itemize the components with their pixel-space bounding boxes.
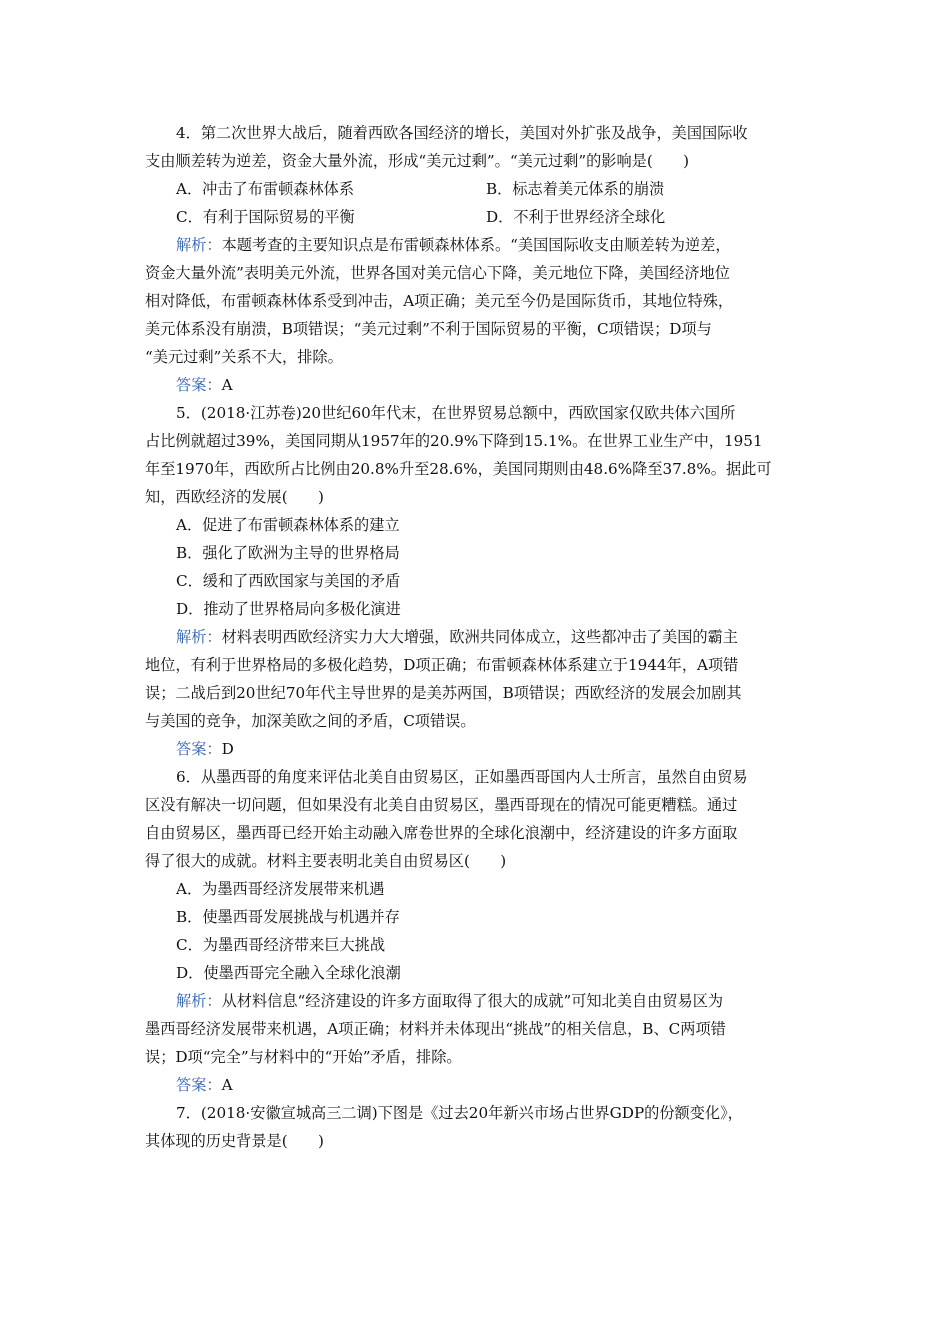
q4-option-a: A．冲击了布雷顿森林体系 [176,180,355,198]
q4-jiexi-line-3: 相对降低，布雷顿森林体系受到冲击，A项正确；美元至今仍是国际货币，其地位特殊， [145,292,734,310]
q7-stem-line-1: 7．(2018·安徽宣城高三二调)下图是《过去20年新兴市场占世界GDP的份额变化》， [176,1104,743,1122]
q6-jiexi-label: 解析： [176,992,222,1010]
q5-answer-label: 答案： [176,740,222,758]
q4-jiexi-line-5: “美元过剩”关系不大，排除。 [145,348,343,366]
q6-jiexi-text-1: 从材料信息“经济建设的许多方面取得了很大的成就”可知北美自由贸易区为 [221,992,724,1010]
q4-option-d: D．不利于世界经济全球化 [486,208,666,226]
q6-answer-label: 答案： [176,1076,222,1094]
q6-option-c: C．为墨西哥经济带来巨大挑战 [176,936,386,954]
q5-option-b: B．强化了欧洲为主导的世界格局 [176,544,400,562]
q5-jiexi-label: 解析： [176,628,222,646]
q6-stem-line-1: 6．从墨西哥的角度来评估北美自由贸易区，正如墨西哥国内人士所言，虽然自由贸易 [176,768,748,786]
q4-jiexi-line-4: 美元体系没有崩溃，B项错误；“美元过剩”不利于国际贸易的平衡，C项错误；D项与 [145,320,712,338]
q5-answer-value: D [221,740,234,758]
q5-jiexi-text-1: 材料表明西欧经济实力大大增强，欧洲共同体成立，这些都冲击了美国的霸主 [221,628,738,646]
q5-jiexi-line-3: 误；二战后到20世纪70年代主导世界的是美苏两国，B项错误；西欧经济的发展会加剧其 [145,684,742,702]
q4-option-c: C．有利于国际贸易的平衡 [176,208,355,226]
q5-option-a: A．促进了布雷顿森林体系的建立 [176,516,400,534]
q5-stem-line-3: 年至1970年，西欧所占比例由20.8%升至28.6%，美国同期则由48.6%降至37.8%。据此可 [145,460,772,478]
q4-answer [176,375,233,395]
q5-stem-line-4: 知，西欧经济的发展( ) [145,488,324,506]
q5-jiexi-line-2: 地位，有利于世界格局的多极化趋势，D项正确；布雷顿森林体系建立于1944年，A项错 [145,656,739,674]
q4-answer-label: 答案： [176,376,222,394]
q5-stem-line-2: 占比例就超过39%，美国同期从1957年的20.9%下降到15.1%。在世界工业生产中，1951 [145,432,763,450]
q4-stem-line-1: 4．第二次世界大战后，随着西欧各国经济的增长，美国对外扩张及战争，美国国际收 [176,124,748,142]
q6-stem-line-2: 区没有解决一切问题，但如果没有北美自由贸易区，墨西哥现在的情况可能更糟糕。通过 [145,796,738,814]
q4-option-b: B．标志着美元体系的崩溃 [486,180,665,198]
q7-stem-line-2: 其体现的历史背景是( ) [145,1132,324,1150]
q6-option-d: D．使墨西哥完全融入全球化浪潮 [176,964,401,982]
q5-option-d: D．推动了世界格局向多极化演进 [176,600,401,618]
q6-stem-line-4: 得了很大的成就。材料主要表明北美自由贸易区( ) [145,852,507,870]
q4-jiexi-line-2: 资金大量外流”表明美元外流，世界各国对美元信心下降，美元地位下降，美国经济地位 [145,264,730,282]
q6-answer [176,1075,233,1095]
q5-answer [176,739,234,759]
q5-stem-line-1: 5．(2018·江苏卷)20世纪60年代末，在世界贸易总额中，西欧国家仅欧共体六国所 [176,404,736,422]
q5-jiexi-line-4: 与美国的竞争，加深美欧之间的矛盾，C项错误。 [145,712,476,730]
q6-option-a: A．为墨西哥经济发展带来机遇 [176,880,385,898]
q4-jiexi-text-1: 本题考查的主要知识点是布雷顿森林体系。“美国国际收支由顺差转为逆差， [221,236,731,254]
q5-option-c: C．缓和了西欧国家与美国的矛盾 [176,572,401,590]
q6-stem-line-3: 自由贸易区，墨西哥已经开始主动融入席卷世界的全球化浪潮中，经济建设的许多方面取 [145,824,738,842]
q4-jiexi-label: 解析： [176,236,222,254]
q6-jiexi-line-3: 误；D项“完全”与材料中的“开始”矛盾，排除。 [145,1048,462,1066]
q4-stem-line-2: 支由顺差转为逆差，资金大量外流，形成“美元过剩”。“美元过剩”的影响是( ) [145,152,690,170]
q4-jiexi-line-1 [176,235,731,255]
q5-jiexi-line-1 [176,627,738,647]
q6-jiexi-line-2: 墨西哥经济发展带来机遇，A项正确；材料并未体现出“挑战”的相关信息，B、C两项错 [145,1020,726,1038]
q6-answer-value: A [221,1076,233,1094]
q6-jiexi-line-1 [176,991,723,1011]
q6-option-b: B．使墨西哥发展挑战与机遇并存 [176,908,400,926]
q4-answer-value: A [221,376,233,394]
